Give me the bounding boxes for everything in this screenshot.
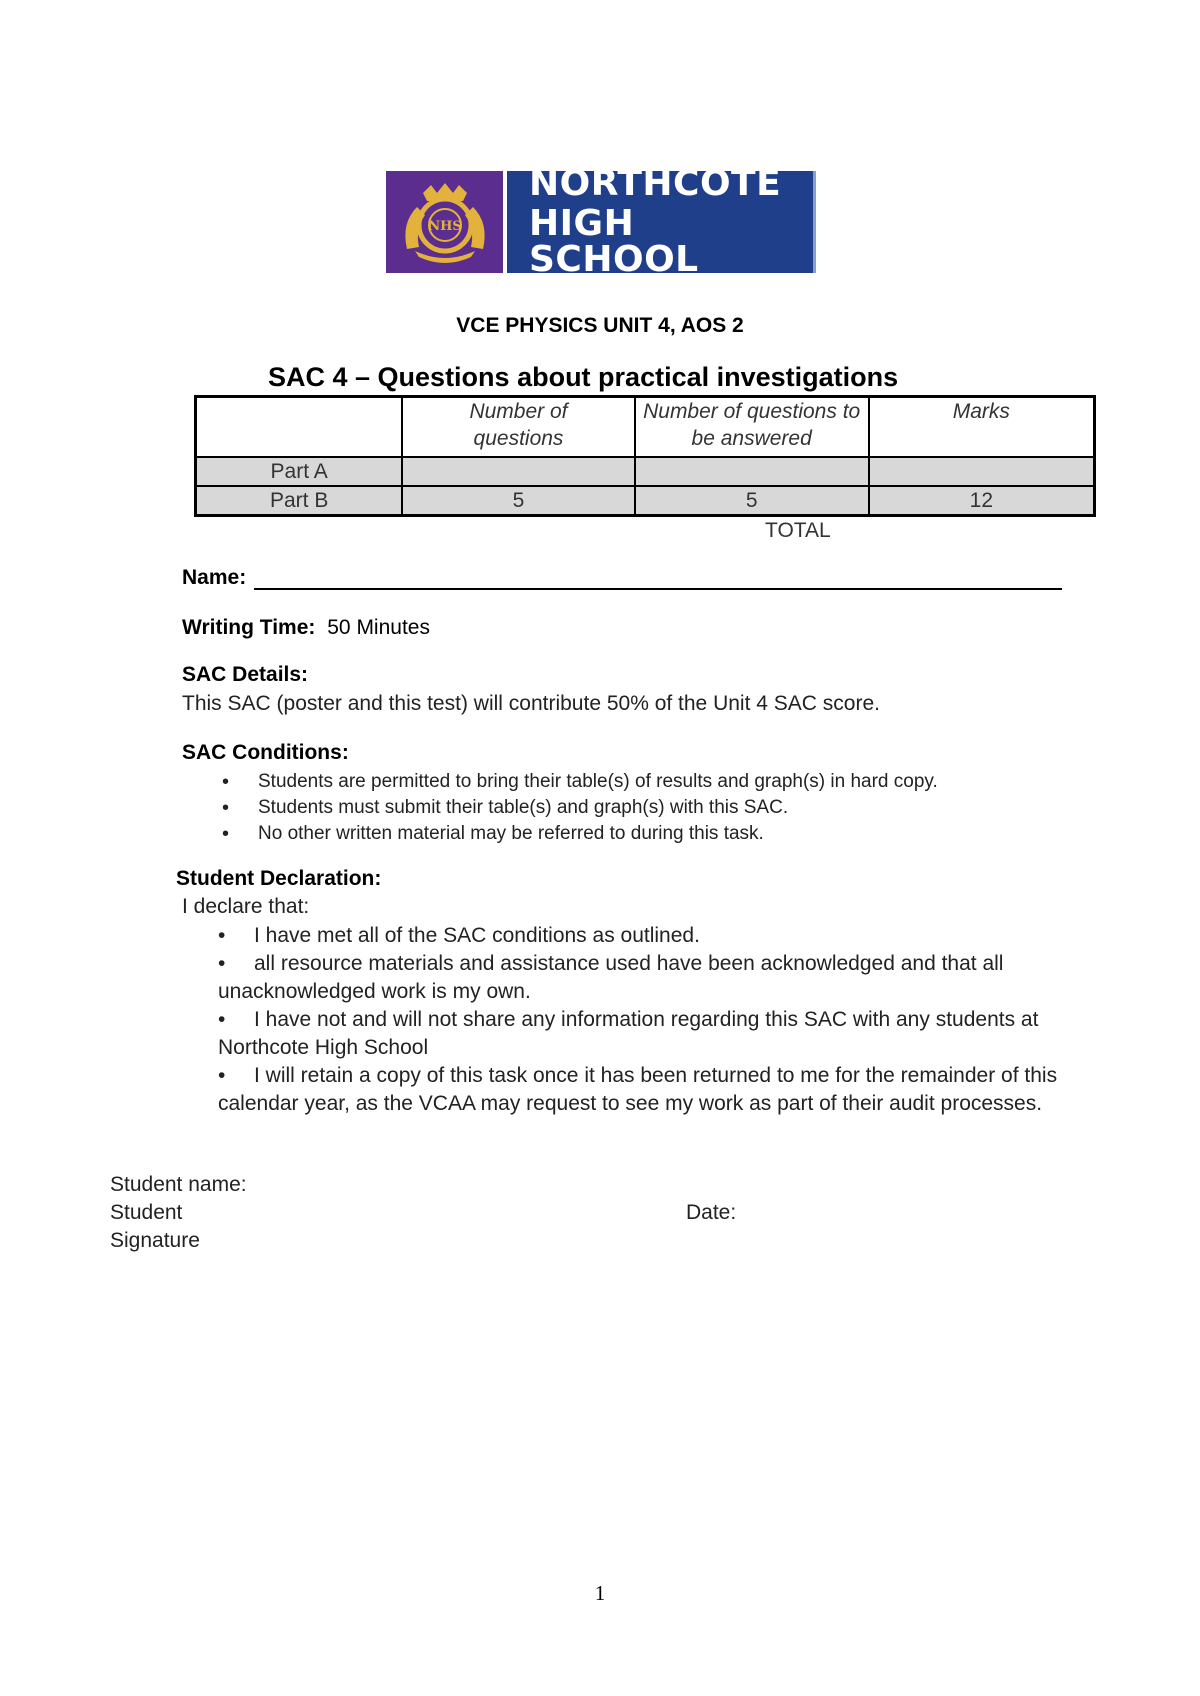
declaration-item-text: I have met all of the SAC conditions as outlined. [254,924,700,947]
table-row [196,457,1095,486]
school-name-line1: NORTHCOTE [529,163,782,204]
table-header-row [196,397,1095,458]
student-name-label: Student name: [110,1173,247,1196]
writing-time-value: 50 Minutes [327,616,430,639]
name-input-line[interactable] [254,568,1062,590]
list-item: • all resource materials and assistance used have been acknowledged and that all unacknowledged work is my own. [218,952,1004,1003]
list-item: • No other written material may be referred to during this task. [218,821,938,847]
header-number-of-questions: Number of questions [469,400,568,450]
school-crest-icon [386,171,503,273]
school-name [507,163,813,280]
total-label: TOTAL [765,519,831,542]
table-cell: 5 [402,486,634,516]
declaration-intro: I declare that: [182,895,310,918]
header-questions-to-answer: Number of questions to be answered [643,400,861,450]
sac-details-heading: SAC Details: [182,663,309,686]
declaration-list [218,922,1098,1118]
course-subtitle: VCE PHYSICS UNIT 4, AOS 2 [456,314,744,337]
sac-conditions-heading: SAC Conditions: [182,741,349,764]
student-declaration-heading: Student Declaration: [176,867,382,890]
declaration-item-text: I will retain a copy of this task once it has been returned to me for the remainder of this calendar year, as the VCAA may request to see my work as part of their audit processes. [218,1064,1058,1115]
table-cell: Part B [196,486,403,516]
name-field-row [182,566,1062,590]
school-logo [386,163,816,280]
page-number: 1 [594,1581,606,1605]
writing-time [182,616,430,640]
table-cell [635,457,869,486]
list-item: • I have met all of the SAC conditions as outlined. [218,924,700,947]
table-header-cell [402,397,634,458]
school-name-line2: HIGH SCHOOL [529,203,699,280]
svg-text:NHS: NHS [427,219,462,234]
list-item: • I will retain a copy of this task once it has been returned to me for the remainder of this calendar year, as the VCAA may request to see my work as part of their audit processes. [218,1064,1058,1115]
table-cell: Part A [196,457,403,486]
list-item: • I have not and will not share any information regarding this SAC with any students at Northcote High School [218,1008,1039,1059]
table-header-cell: Marks [869,397,1095,458]
table-header-cell [635,397,869,458]
table-cell [402,457,634,486]
sac-conditions-list [218,769,938,847]
table-header-cell [196,397,403,458]
student-label: Student [110,1201,183,1224]
declaration-item-text: all resource materials and assistance used have been acknowledged and that all unacknowledged work is my own. [218,952,1004,1003]
page-title: SAC 4 – Questions about practical investigations [268,362,899,392]
signature-label: Signature [110,1229,200,1252]
table-cell: 5 [635,486,869,516]
sac-details-text: This SAC (poster and this test) will contribute 50% of the Unit 4 SAC score. [182,692,880,715]
table-cell [869,457,1095,486]
writing-time-label: Writing Time: [182,616,316,639]
parts-table [194,395,1096,517]
list-item: • Students are permitted to bring their table(s) of results and graph(s) in hard copy. [218,769,938,795]
name-label: Name: [182,566,247,589]
date-label: Date: [686,1201,737,1224]
list-item: • Students must submit their table(s) and graph(s) with this SAC. [218,795,938,821]
declaration-item-text: I have not and will not share any information regarding this SAC with any students at Northcote High School [218,1008,1039,1059]
table-cell: 12 [869,486,1095,516]
table-row [196,486,1095,516]
